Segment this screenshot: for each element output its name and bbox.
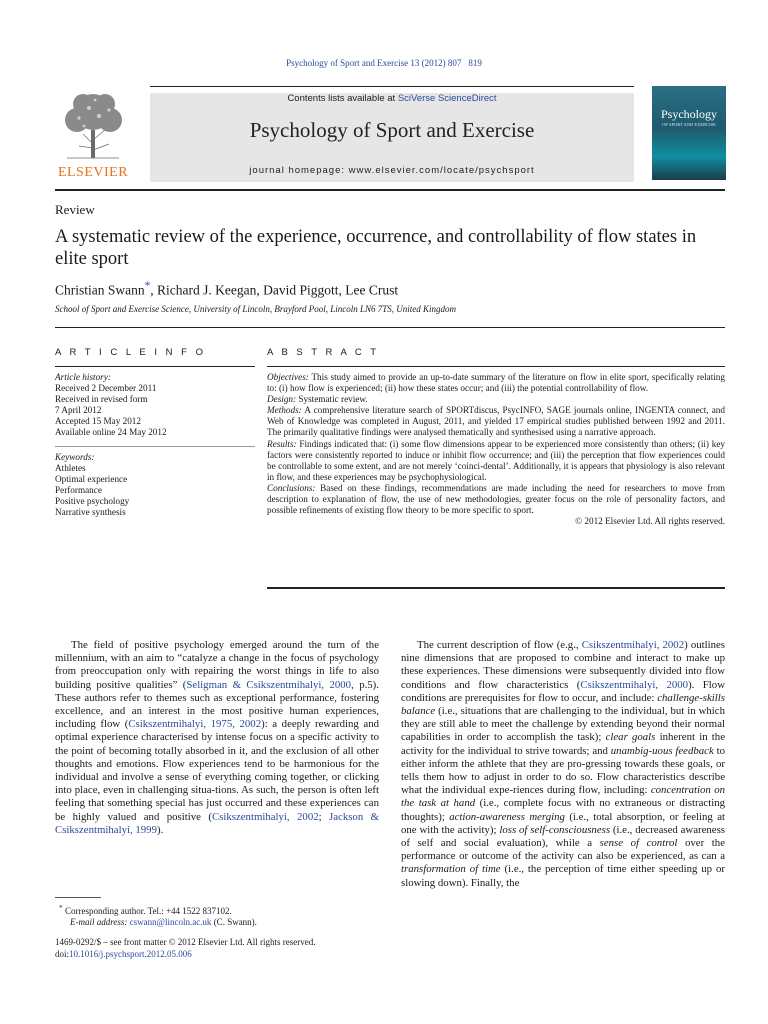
- journal-cover: [652, 86, 726, 180]
- body-right-column: [401, 639, 725, 890]
- abstract-bottom-rule: [267, 587, 725, 589]
- keywords-rule: [55, 446, 255, 447]
- abstract-results: Results: Findings indicated that: (i) some flow dimensions appear to be experienced more consistently than others; (ii) key factors were consistently reported to induce or inhibit flow occurrence; and (iii) the perception that flow experiences could be controllable to some extent, and are not merely ‘coinci-dental’. Additionally, it is appears that physiology is also relevant in flow, and these experiences may be psychophysiological.: [267, 438, 725, 482]
- sciencedirect-link[interactable]: SciVerse ScienceDirect: [397, 93, 497, 104]
- footnote-rule: [55, 897, 101, 898]
- journal-title: Psychology of Sport and Exercise: [249, 118, 535, 142]
- keyword: Performance: [55, 485, 102, 496]
- author-email-link[interactable]: cswann@lincoln.ac.uk: [129, 917, 212, 927]
- article-title: A systematic review of the experience, occurrence, and controllability of flow states in elite sport: [55, 227, 697, 269]
- keyword: Narrative synthesis: [55, 507, 126, 518]
- flow-description-paragraph: The current description of flow (e.g., Csikszentmihalyi, 2002) outlines nine dimensions that are proposed to combine and interact to make up these experiences. These dimensions were subsequently divided into flow conditions and flow characteristics (Csikszentmihalyi, 2000). Flow conditions are prerequisites for flow to occur, and include: challenge-skills balance (i.e., situations that are challenging to the individual, but in which they are still able to meet the challenge by extending beyond their normal capabilities in order to accomplish the task); clear goals inherent in the activity for the individual to strive towards; and unambig-uous feedback to either inform the athlete that they are pro-gressing towards these goals, or tells them how to adjust in order to do so. Flow characteristics describe what the individual expe-riences during flow, including: concentration on the task at hand (i.e., complete focus with no extraneous or distracting thoughts); action-awareness merging (i.e., total absorption, or feeling at one with the activity); loss of self-consciousness (i.e., decreased awareness of self and social evaluation), while a sense of control over the performance or outcome of the activity can also be experienced, as can a transformation of time (i.e., the perception of time either speeding up or slowing down). Finally, the: [401, 639, 726, 889]
- history-line: Accepted 15 May 2012: [55, 416, 141, 427]
- abstract-copyright: © 2012 Elsevier Ltd. All rights reserved.: [575, 516, 725, 527]
- citation-link[interactable]: Csikszentmihalyi, 2002: [211, 810, 319, 823]
- doi-line: doi:10.1016/j.psychsport.2012.05.006: [55, 949, 192, 959]
- article-info-rule: [55, 366, 255, 367]
- cover-title: Psychology: [660, 107, 717, 121]
- abstract-body: [267, 372, 725, 527]
- abstract-conclusions: Conclusions: Based on these findings, recommendations are made including the need for researchers to move from description to explanation of flow, the use of new methodologies, greater focus on the role of personality factors, and possible refinements of existing flow theory to be more specific to sport.: [267, 482, 725, 516]
- article-type: Review: [55, 202, 95, 217]
- keyword: Athletes: [55, 463, 86, 474]
- abstract-methods: Methods: A comprehensive literature search of SPORTdiscus, PsycINFO, SAGE journals online, INGENTA connect, and Web of Knowledge was completed in August, 2011, and yielded 17 empirical studies published between 1992 and 2011. The primarily qualitative findings were analysed thematically and synthesised using a narrative approach.: [267, 405, 725, 438]
- header-top-rule: [150, 86, 634, 87]
- citation-link[interactable]: Csikszentmihalyi, 1975, 2002: [128, 718, 262, 731]
- abstract-top-rule: [267, 366, 725, 367]
- history-label: Article history:: [55, 372, 111, 382]
- cover-subtitle: OF SPORT AND EXERCISE: [662, 122, 716, 127]
- article-info-heading: A R T I C L E I N F O: [55, 347, 206, 358]
- journal-citation[interactable]: Psychology of Sport and Exercise 13 (2012) 807 819: [286, 58, 482, 68]
- keywords-label: Keywords:: [55, 452, 95, 462]
- history-line: Received 2 December 2011: [55, 383, 157, 394]
- intro-paragraph: The field of positive psychology emerged around the turn of the millennium, with an aim to “catalyze a change in the focus of psychology from preoccupation only with repairing the worst things in life to also building positive qualities” (Seligman & Csikszentmihalyi, 2000, p.5). These authors refer to themes such as exceptional performance, fostering excellence, and an interest in the most positive human experiences, including flow (Csikszentmihalyi, 1975, 2002): a deeply rewarding and optimal experience characterised by intense focus on a specific activity to the point of becoming totally absorbed in it, and the exclusion of all other thoughts and emotions. Flow experiences tend to be harmonious for the individual and involve a sense of everything coming together, or clicking into place, even in challenging situa-tions. As such, the person is often left feeling that something special has just occurred and these experiences can be highly valued and positive (Csikszentmihalyi, 2002; Jackson & Csikszentmihalyi, 1999).: [55, 639, 380, 836]
- article-history: [55, 372, 255, 439]
- keyword: Positive psychology: [55, 496, 130, 507]
- doi-link[interactable]: 10.1016/j.psychsport.2012.05.006: [69, 949, 192, 959]
- contents-line: Contents lists available at SciVerse ScienceDirect: [287, 93, 497, 104]
- author-affiliation: School of Sport and Exercise Science, University of Lincoln, Brayford Pool, Lincoln LN6 7TS, United Kingdom: [55, 304, 457, 314]
- history-line: Received in revised form: [55, 394, 148, 405]
- body-left-column: [55, 639, 379, 837]
- abstract-heading: A B S T R A C T: [267, 347, 380, 358]
- author-list: Christian Swann*, Richard J. Keegan, David Piggott, Lee Crust: [55, 280, 399, 298]
- citation-link[interactable]: Csikszentmihalyi, 2002: [581, 639, 685, 651]
- header-bottom-rule: [55, 189, 725, 191]
- citation-link[interactable]: Jackson & Csikszentmihalyi, 1999: [55, 810, 380, 836]
- elsevier-wordmark: ELSEVIER: [57, 165, 129, 180]
- footnotes: [55, 902, 379, 928]
- journal-homepage[interactable]: journal homepage: www.elsevier.com/locate/psychsport: [249, 165, 535, 176]
- history-line: 7 April 2012: [55, 405, 102, 416]
- corresponding-author-marker[interactable]: *: [144, 280, 151, 292]
- corresponding-author-note: * Corresponding author. Tel.: +44 1522 837102.: [59, 903, 232, 916]
- issn-line: 1469-0292/$ – see front matter © 2012 Elsevier Ltd. All rights reserved.: [55, 937, 316, 947]
- abstract-design: Design: Systematic review.: [267, 394, 368, 405]
- history-line: Available online 24 May 2012: [55, 427, 167, 438]
- abstract-objectives: Objectives: This study aimed to provide an up-to-date summary of the literature on flow in elite sport, specifically relating to: (i) how flow is experienced; (ii) how these states occur; and (iii) the potential controllability of flow.: [267, 372, 725, 394]
- title-bottom-rule: [55, 327, 725, 328]
- email-note: E-mail address: cswann@lincoln.ac.uk (C. Swann).: [70, 917, 257, 927]
- citation-link[interactable]: Seligman & Csikszentmihalyi, 2000: [186, 678, 352, 691]
- citation-link[interactable]: Csikszentmihalyi, 2000: [580, 678, 689, 691]
- keyword: Optimal experience: [55, 474, 128, 485]
- keywords-block: [55, 452, 255, 519]
